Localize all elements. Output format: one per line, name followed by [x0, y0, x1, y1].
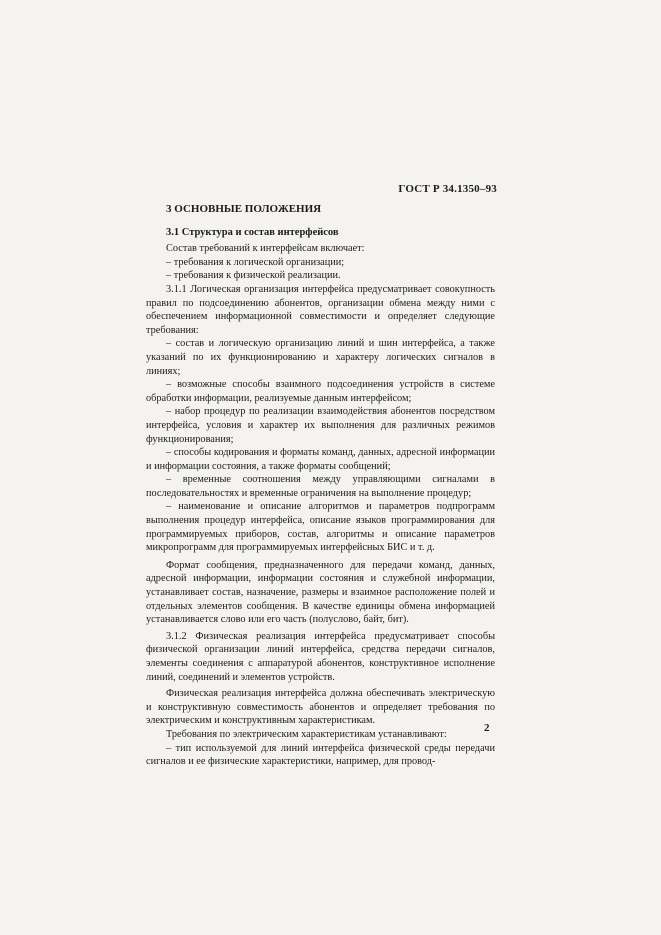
paragraph: Требования по электрическим характеристикам устанавливают:: [166, 728, 447, 740]
section-title: 3 ОСНОВНЫЕ ПОЛОЖЕНИЯ: [166, 203, 322, 215]
list-item: – набор процедур по реализации взаимодействия абонентов посредством интерфейса, условия и характер их выполнения для различных режимов функционирования;: [146, 406, 495, 445]
list-item: – способы кодирования и форматы команд, данных, адресной информации и информации состояния, а также форматы сообщений;: [146, 447, 495, 472]
list-item: – наименование и описание алгоритмов и параметров подпрограмм выполнения процедур интерфейса, описание языков программирования для программируемых приборов, состав, алгоритмы и описание параметров микропрограмм для программируемых интерфейсных БИС и т. д.: [146, 501, 495, 554]
document-header: ГОСТ Р 34.1350–93: [398, 183, 497, 195]
subsection-title: 3.1 Структура и состав интерфейсов: [166, 226, 339, 238]
document-body: [146, 203, 495, 769]
list-item: – требования к физической реализации.: [166, 270, 341, 282]
page-number: 2: [484, 722, 490, 734]
paragraph: 3.1.2 Физическая реализация интерфейса предусматривает способы физической организации линий интерфейса, средства передачи сигналов, элементы соединения с аппаратурой абонентов, конструктивное исполнение линий, соединений и элементов устройств.: [146, 630, 495, 683]
paragraph: 3.1.1 Логическая организация интерфейса предусматривает совокупность правил по подсоединению абонентов, организации обмена между ними с обеспечением информационной совместимости и определяет следующие требования:: [146, 283, 495, 336]
paragraph: Формат сообщения, предназначенного для передачи команд, данных, адресной информации, информации состояния и служебной информации, устанавливает состав, назначение, размеры и взаимное расположение полей и отдельных элементов сообщения. В качестве единицы обмена информацией устанавливается слово или его часть (полуслово, байт, бит).: [146, 559, 495, 626]
list-item: – тип используемой для линий интерфейса физической среды передачи сигналов и ее физические характеристики, например, для провод-: [146, 742, 495, 768]
list-item: – требования к логической организации;: [166, 256, 345, 268]
paragraph: Состав требований к интерфейсам включает:: [166, 243, 365, 255]
list-item: – временные соотношения между управляющими сигналами в последовательностях и временные ограничения на выполнение процедур;: [146, 474, 495, 499]
paragraph: Физическая реализация интерфейса должна обеспечивать электрическую и конструктивную совместимость абонентов и определяет требования по электрическим и конструктивным характеристикам.: [146, 688, 495, 727]
list-item: – возможные способы взаимного подсоединения устройств в системе обработки информации, реализуемые данным интерфейсом;: [146, 379, 495, 404]
list-item: – состав и логическую организацию линий и шин интерфейса, а также указаний по их функционированию и характеру логических сигналов в линиях;: [146, 338, 495, 377]
